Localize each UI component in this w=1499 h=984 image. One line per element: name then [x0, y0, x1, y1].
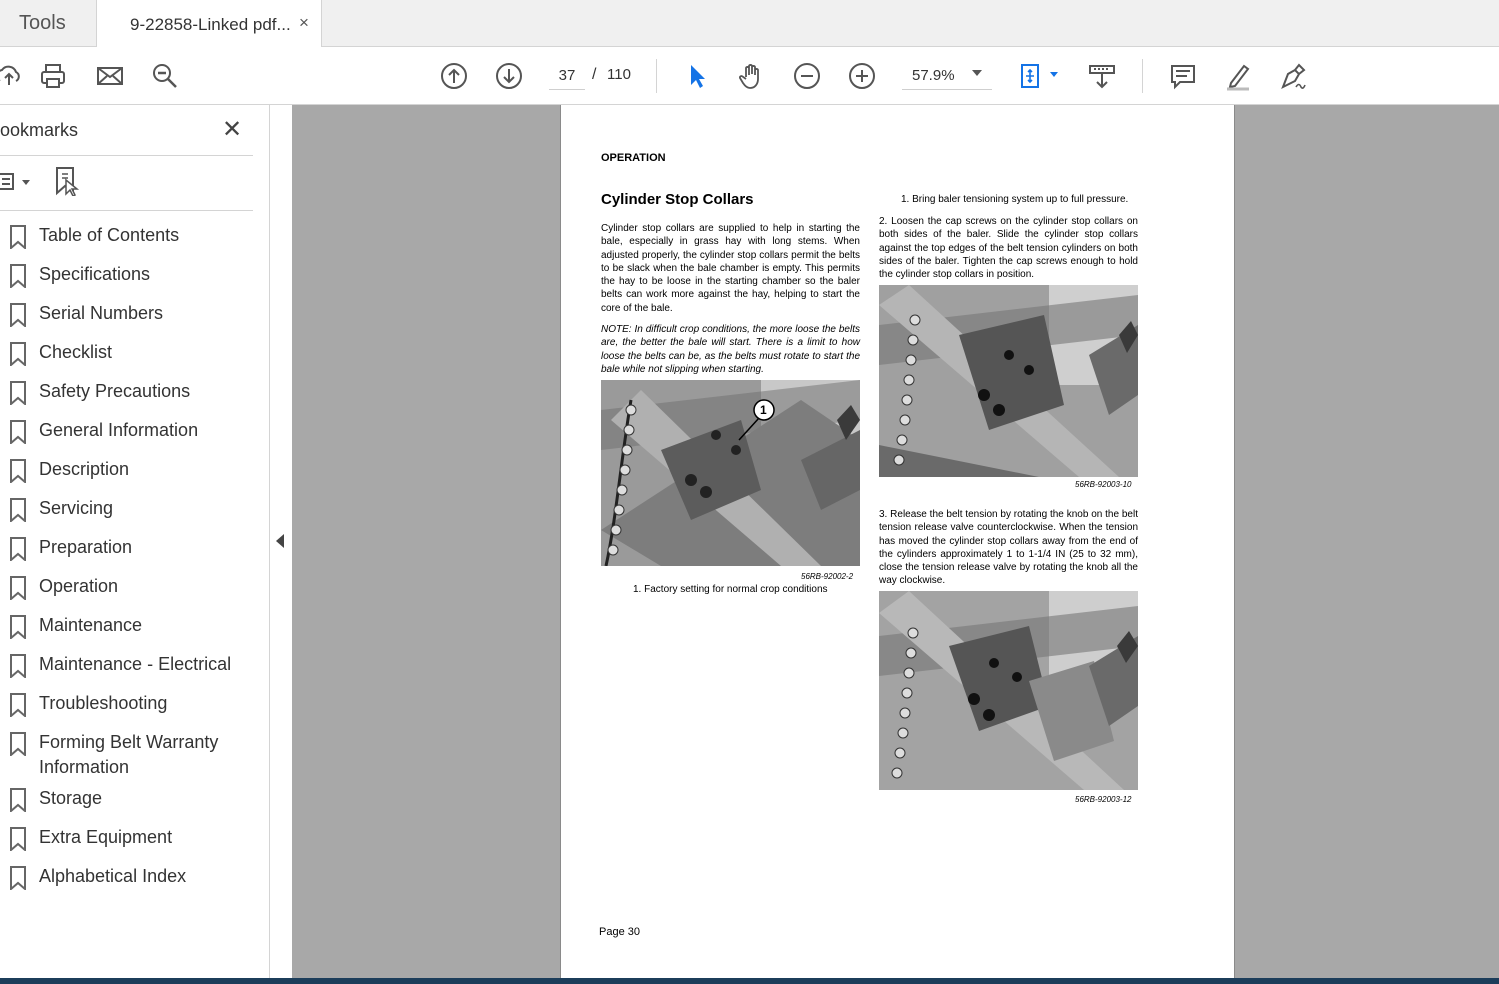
- bookmark-label: Table of Contents: [39, 225, 180, 245]
- bookmark-item[interactable]: [0, 533, 268, 572]
- bookmark-item[interactable]: [0, 338, 268, 377]
- bookmark-label: Servicing: [39, 498, 114, 518]
- bookmark-item[interactable]: [0, 494, 268, 533]
- page-separator: /: [592, 66, 597, 83]
- bookmark-item[interactable]: [0, 377, 268, 416]
- print-icon[interactable]: [36, 59, 70, 93]
- cloud-upload-icon[interactable]: [0, 59, 26, 93]
- bookmark-icon: [9, 866, 27, 890]
- bookmark-icon: [9, 732, 27, 756]
- intro-paragraph: Cylinder stop collars are supplied to help in starting the bale, especially in grass hay with long stems. When adjusted properly, the cylinder stop collars permit the belts to be slack when the bale chamber is empty. This permits the hay to be loose in the starting chamber so the baler belts can work more against the hay, helping to start the core of the bale.: [601, 223, 860, 314]
- photo-cylinder-collar: [601, 380, 860, 566]
- bookmark-item[interactable]: [0, 862, 268, 901]
- page-total: 110: [607, 66, 631, 83]
- bookmark-icon: [9, 381, 27, 405]
- bookmark-label: Operation: [39, 576, 119, 596]
- bookmark-icon: [9, 303, 27, 327]
- toolbar: [0, 47, 1499, 105]
- bookmark-label: Serial Numbers: [39, 303, 164, 323]
- bookmark-item[interactable]: [0, 260, 268, 299]
- photo-code: 56RB-92002-2: [801, 572, 854, 581]
- bookmark-icon: [9, 420, 27, 444]
- panel-divider: [0, 155, 253, 156]
- bookmark-icon: [9, 498, 27, 522]
- zoom-value: 57.9%: [912, 67, 955, 84]
- new-bookmark-icon[interactable]: [54, 166, 82, 196]
- photo-caption: 1. Factory setting for normal crop conditions: [633, 584, 828, 595]
- bookmark-item[interactable]: [0, 728, 268, 784]
- hand-pan-icon[interactable]: [735, 59, 769, 93]
- bookmark-item[interactable]: [0, 689, 268, 728]
- zoom-select[interactable]: [902, 62, 992, 90]
- bookmark-icon: [9, 264, 27, 288]
- sign-icon[interactable]: [1276, 59, 1310, 93]
- fit-page-icon[interactable]: [1014, 59, 1048, 93]
- tab-tools[interactable]: Tools: [0, 0, 97, 47]
- bookmark-label: Preparation: [39, 537, 133, 557]
- bookmark-item[interactable]: [0, 611, 268, 650]
- zoom-out-icon[interactable]: [790, 59, 824, 93]
- photo-code: 56RB-92003-10: [1075, 480, 1132, 489]
- bookmark-label: Description: [39, 459, 130, 479]
- bookmark-item[interactable]: [0, 416, 268, 455]
- bookmark-item[interactable]: [0, 650, 268, 689]
- bookmark-label: General Information: [39, 420, 199, 440]
- bookmark-label: Specifications: [39, 264, 151, 284]
- bookmark-icon: [9, 788, 27, 812]
- pdf-page: [560, 105, 1235, 978]
- bookmark-icon: [9, 459, 27, 483]
- step-1: 1. Bring baler tensioning system up to full pressure.: [901, 194, 1129, 205]
- page-heading: Cylinder Stop Collars: [601, 191, 754, 208]
- bookmark-item[interactable]: [0, 784, 268, 823]
- bookmark-icon: [9, 827, 27, 851]
- page-footer: Page 30: [599, 926, 640, 938]
- collapse-panel-icon[interactable]: [276, 534, 284, 548]
- photo-callout-number: 1: [760, 403, 767, 417]
- tab-bar: [0, 0, 1499, 47]
- bookmark-label: Troubleshooting: [39, 693, 168, 713]
- highlight-pen-icon[interactable]: [1221, 59, 1255, 93]
- bookmark-item[interactable]: [0, 572, 268, 611]
- photo-loosen-cap-screws: [879, 285, 1138, 477]
- fit-page-chevron-down-icon[interactable]: [1050, 72, 1058, 77]
- bookmark-label: Extra Equipment: [39, 827, 173, 847]
- page-number-input[interactable]: [549, 62, 585, 90]
- zoom-chevron-down-icon[interactable]: [972, 70, 982, 76]
- status-bar: [0, 978, 1499, 984]
- bookmark-item[interactable]: [0, 299, 268, 338]
- tab-close-icon[interactable]: ×: [299, 13, 309, 32]
- panel-divider: [0, 210, 253, 211]
- bookmark-label: Safety Precautions: [39, 381, 191, 401]
- note-paragraph: NOTE: In difficult crop conditions, the more loose the belts are, the better the bale will start. There is a limit to how loose the belts can be, as the belts must rotate to start the bale while not slipping when starting.: [601, 324, 860, 375]
- tab-document[interactable]: [97, 0, 322, 48]
- bookmark-icon: [9, 615, 27, 639]
- comment-icon[interactable]: [1166, 59, 1200, 93]
- tab-document-label: 9-22858-Linked pdf...: [130, 15, 291, 34]
- close-icon[interactable]: ✕: [222, 116, 243, 143]
- section-title: OPERATION: [601, 152, 666, 164]
- page-down-icon[interactable]: [492, 59, 526, 93]
- bookmark-label: Forming Belt Warranty Information: [39, 732, 219, 777]
- email-icon[interactable]: [93, 59, 127, 93]
- page-up-icon[interactable]: [437, 59, 471, 93]
- bookmark-item[interactable]: [0, 455, 268, 494]
- select-cursor-icon[interactable]: [680, 59, 714, 93]
- bookmark-icon: [9, 342, 27, 366]
- bookmark-list: [0, 221, 268, 901]
- photo-release-tension: [879, 591, 1138, 790]
- bookmark-label: Maintenance: [39, 615, 143, 635]
- step-3: 3. Release the belt tension by rotating the knob on the belt tension release valve counterclockwise. When the tension has moved the cylinder stop collars away from the end of the cylinders approximately 1 to 1-1/4 IN (25 to 32 mm), close the tension release valve by rotating the knob all the way clockwise.: [879, 509, 1138, 587]
- bookmark-label: Alphabetical Index: [39, 866, 187, 886]
- bookmark-icon: [9, 576, 27, 600]
- options-menu-icon[interactable]: [0, 169, 40, 195]
- photo-code: 56RB-92003-12: [1075, 795, 1132, 804]
- toolbar-divider: [1142, 59, 1143, 93]
- bookmark-label: Maintenance - Electrical: [39, 654, 232, 674]
- bookmark-icon: [9, 693, 27, 717]
- bookmark-item[interactable]: [0, 221, 268, 260]
- zoom-in-icon[interactable]: [845, 59, 879, 93]
- bookmark-label: Checklist: [39, 342, 113, 362]
- scroll-mode-icon[interactable]: [1085, 59, 1119, 93]
- bookmarks-panel: [0, 105, 270, 978]
- bookmark-icon: [9, 225, 27, 249]
- step-2: 2. Loosen the cap screws on the cylinder stop collars on both sides of the baler. Slide the cylinder stop collars against the top edges of the belt tension cylinders on both sides of the baler. Tighten the cap screws enough to hold the cylinder stop collars in position.: [879, 216, 1138, 281]
- bookmark-label: Storage: [39, 788, 103, 808]
- zoom-search-icon[interactable]: [148, 59, 182, 93]
- bookmarks-title: ookmarks: [0, 120, 79, 140]
- bookmark-icon: [9, 654, 27, 678]
- bookmark-item[interactable]: [0, 823, 268, 862]
- toolbar-divider: [656, 59, 657, 93]
- bookmark-icon: [9, 537, 27, 561]
